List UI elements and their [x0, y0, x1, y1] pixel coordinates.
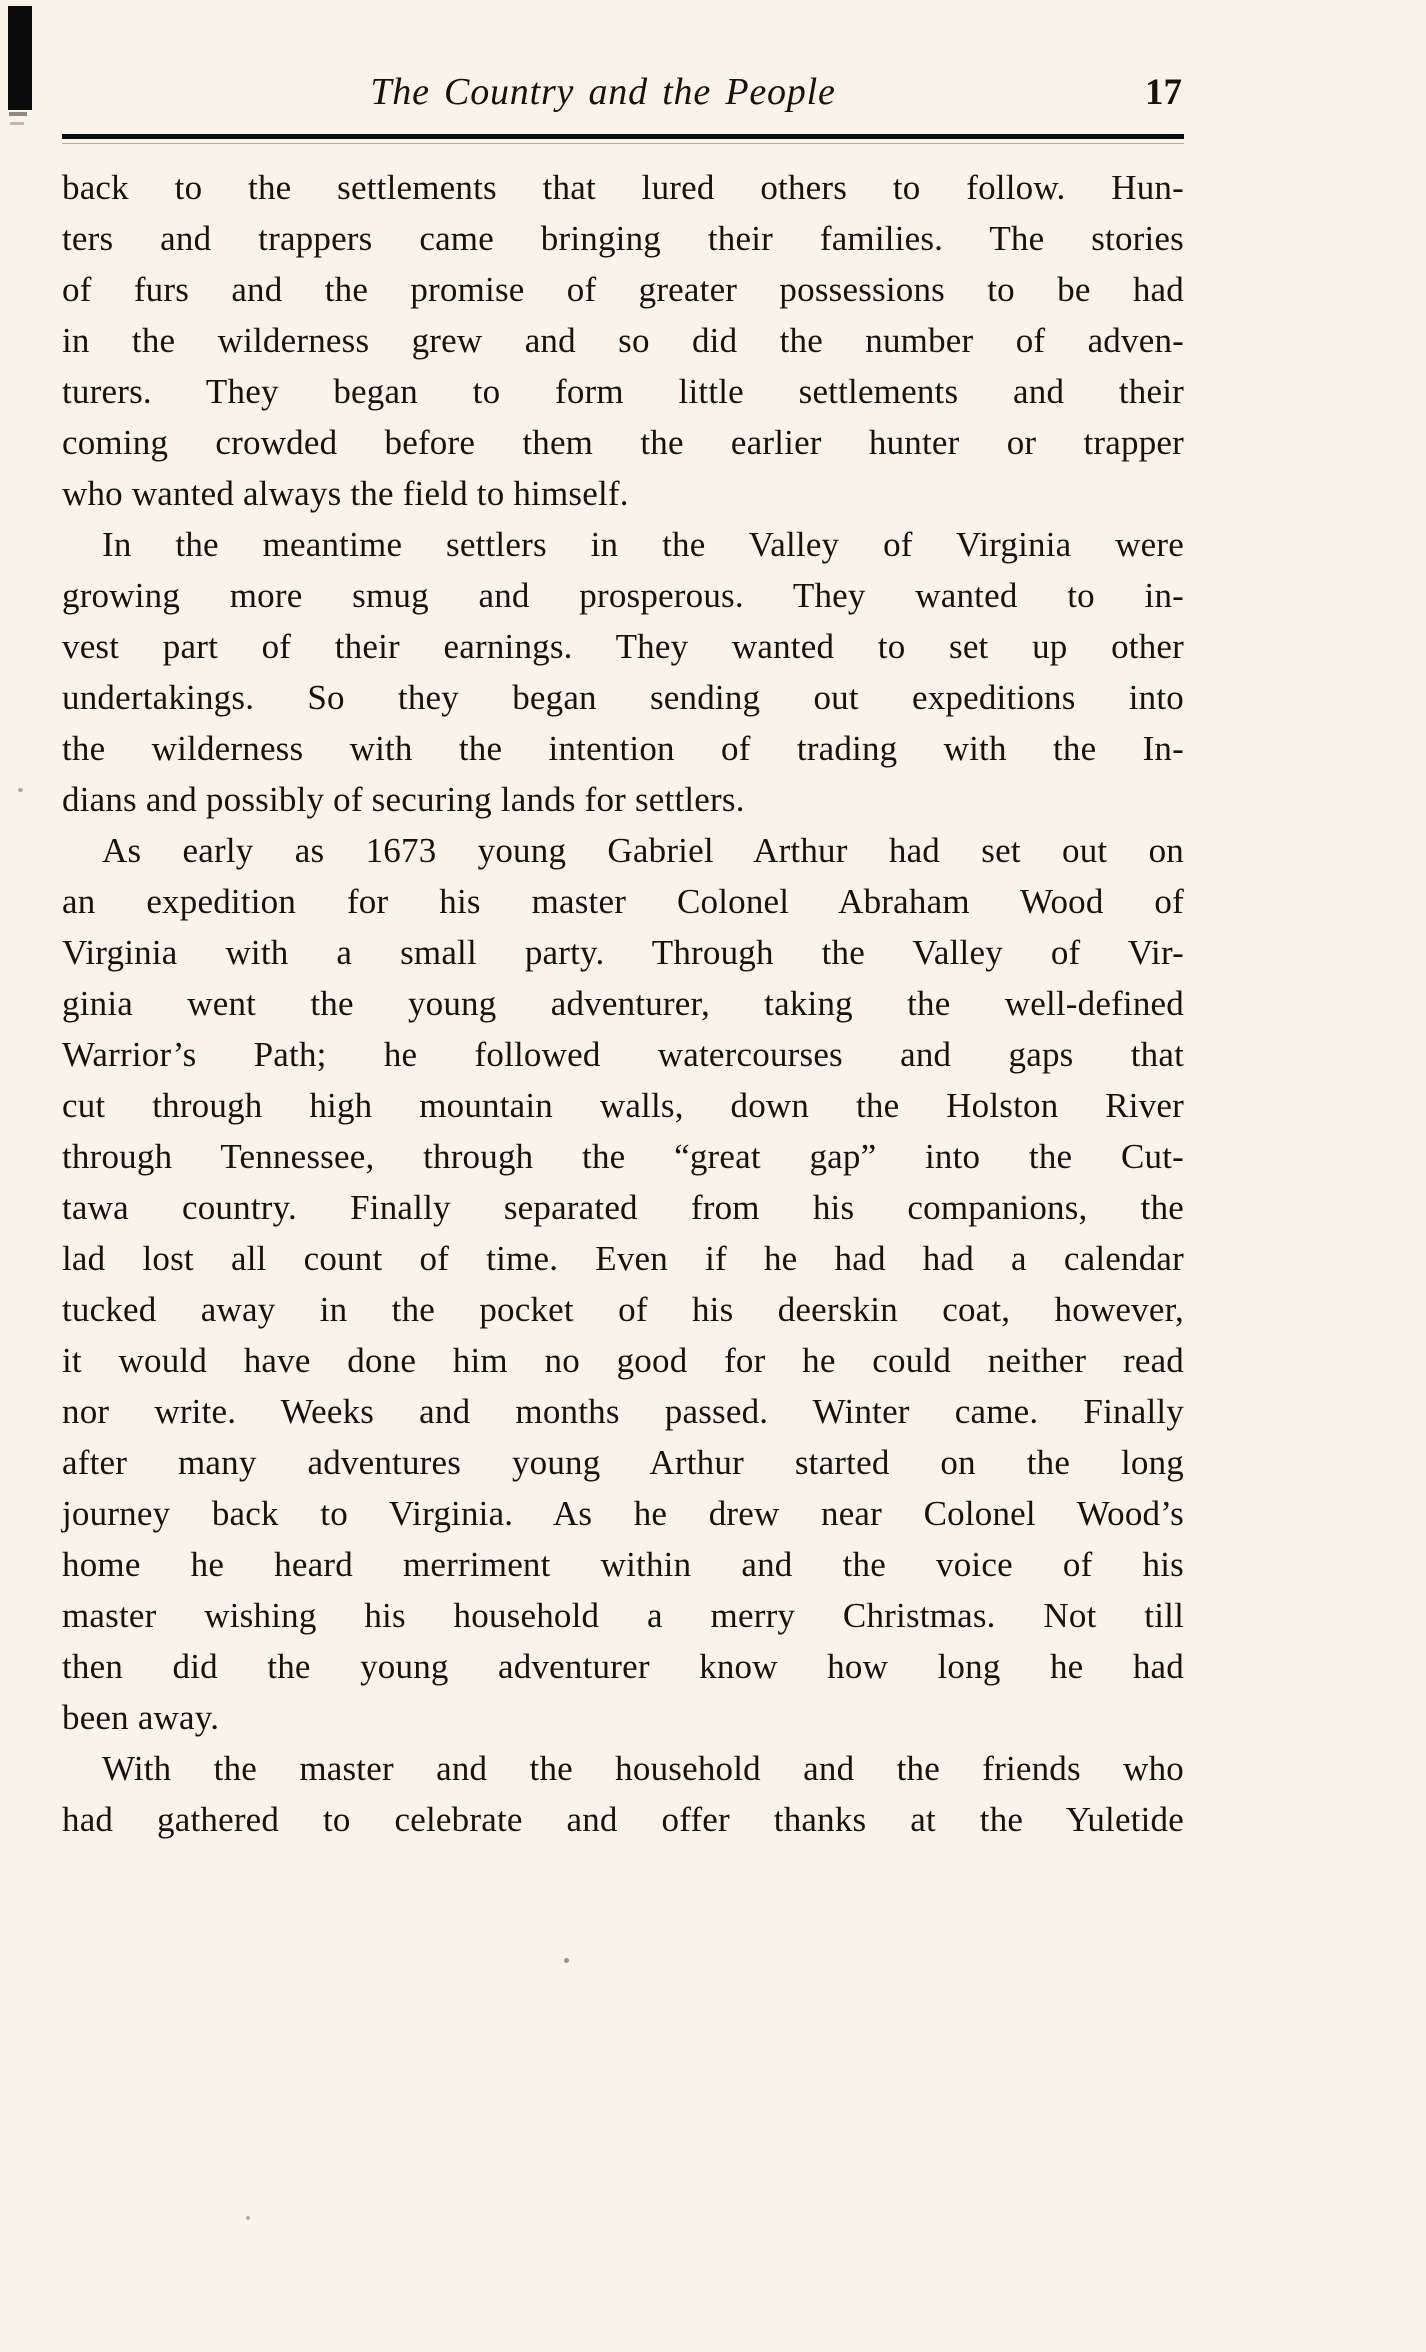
- binding-shadow-bar: [8, 6, 32, 110]
- text-line: an expedition for his master Colonel Abraham Wood of: [62, 882, 1184, 921]
- text-line: who wanted always the field to himself.: [62, 474, 629, 513]
- running-header: [62, 70, 1184, 120]
- text-line: through Tennessee, through the “great gap” into the Cut-: [62, 1137, 1184, 1176]
- text-line: growing more smug and prosperous. They wanted to in-: [62, 576, 1184, 615]
- text-line: vest part of their earnings. They wanted to set up other: [62, 627, 1184, 666]
- text-line: coming crowded before them the earlier hunter or trapper: [62, 423, 1184, 462]
- text-line: In the meantime settlers in the Valley of Virginia were: [102, 525, 1184, 564]
- text-line: With the master and the household and the friends who: [102, 1749, 1184, 1788]
- page-number: 17: [1145, 72, 1182, 113]
- text-line: home he heard merriment within and the voice of his: [62, 1545, 1184, 1584]
- scan-speck: [564, 1958, 569, 1963]
- text-line: Virginia with a small party. Through the Valley of Vir-: [62, 933, 1184, 972]
- paragraph: [62, 162, 1184, 519]
- text-line: turers. They began to form little settlements and their: [62, 372, 1184, 411]
- text-line: then did the young adventurer know how long he had: [62, 1647, 1184, 1686]
- book-page: [62, 70, 1184, 1845]
- text-line: lad lost all count of time. Even if he had had a calendar: [62, 1239, 1184, 1278]
- text-line: dians and possibly of securing lands for settlers.: [62, 780, 745, 819]
- text-line: of furs and the promise of greater possessions to be had: [62, 270, 1184, 309]
- text-line: master wishing his household a merry Christmas. Not till: [62, 1596, 1184, 1635]
- header-rule-echo: [62, 143, 1184, 144]
- text-line: cut through high mountain walls, down the Holston River: [62, 1086, 1184, 1125]
- text-line: As early as 1673 young Gabriel Arthur had set out on: [102, 831, 1184, 870]
- text-line: back to the settlements that lured others to follow. Hun-: [62, 168, 1184, 207]
- binding-shadow-mark: [9, 112, 27, 116]
- paragraph: [62, 519, 1184, 825]
- text-line: journey back to Virginia. As he drew near Colonel Wood’s: [62, 1494, 1184, 1533]
- text-line: been away.: [62, 1698, 220, 1737]
- text-line: ginia went the young adventurer, taking the well-defined: [62, 984, 1184, 1023]
- text-line: nor write. Weeks and months passed. Winter came. Finally: [62, 1392, 1184, 1431]
- text-line: had gathered to celebrate and offer thanks at the Yuletide: [62, 1800, 1184, 1839]
- text-line: undertakings. So they began sending out expeditions into: [62, 678, 1184, 717]
- running-header-title: The Country and the People: [370, 71, 836, 113]
- text-block: [62, 162, 1184, 1845]
- scan-speck: [246, 2216, 250, 2220]
- text-line: it would have done him no good for he could neither read: [62, 1341, 1184, 1380]
- header-rule: [62, 134, 1184, 139]
- binding-shadow-mark: [10, 122, 24, 125]
- text-line: tawa country. Finally separated from his companions, the: [62, 1188, 1184, 1227]
- text-line: tucked away in the pocket of his deerskin coat, however,: [62, 1290, 1184, 1329]
- text-line: after many adventures young Arthur started on the long: [62, 1443, 1184, 1482]
- text-line: the wilderness with the intention of trading with the In-: [62, 729, 1184, 768]
- paragraph: [62, 825, 1184, 1743]
- text-line: in the wilderness grew and so did the number of adven-: [62, 321, 1184, 360]
- text-line: ters and trappers came bringing their families. The stories: [62, 219, 1184, 258]
- text-line: Warrior’s Path; he followed watercourses and gaps that: [62, 1035, 1184, 1074]
- scan-speck: [18, 788, 23, 792]
- paragraph: [62, 1743, 1184, 1845]
